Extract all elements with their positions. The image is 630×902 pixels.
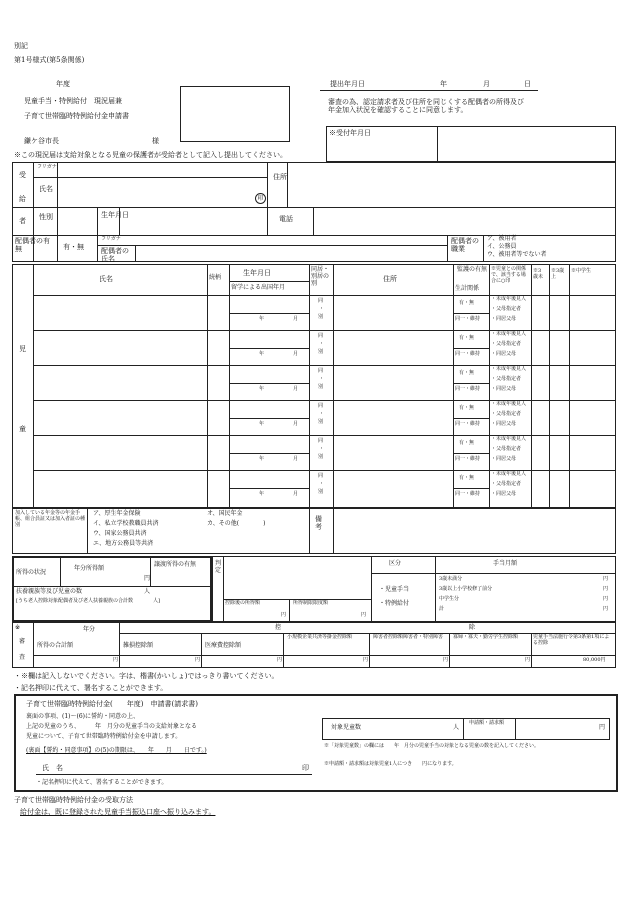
audit-col-disability: 障害者控除額障害者・特別障害 xyxy=(373,634,444,640)
mayor-honorific: 様 xyxy=(152,137,159,145)
col-name: 氏名 xyxy=(99,275,113,283)
child-option-designated[interactable]: ・父母指定者 xyxy=(491,376,522,382)
birthdate-label: 生年月日 xyxy=(101,211,129,219)
submit-day[interactable]: 日 xyxy=(524,80,531,88)
child-abroad-year[interactable]: 年 xyxy=(259,456,265,462)
note-1: ・※欄は記入しないでください。字は、楷書(かいしょ)ではっきり書いてください。 xyxy=(14,672,279,680)
yearly-income-yen: 円 xyxy=(144,575,151,582)
audit-zatsuson-yen: 円 xyxy=(195,657,201,663)
child-dobetsu-2: ・ xyxy=(319,306,325,312)
applicant-side-kyu: 給 xyxy=(19,195,26,203)
total-yen: 円 xyxy=(603,606,609,612)
received-date-box xyxy=(326,126,616,162)
child-dobetsu-1: 同 xyxy=(318,368,324,374)
col-abroad: 留学による出国年月 xyxy=(231,284,286,291)
child-option-guardian[interactable]: ・未成年後見人 xyxy=(491,296,527,302)
special-benefit-type[interactable]: ・特例給付 xyxy=(379,600,410,607)
child-abroad-year[interactable]: 年 xyxy=(259,386,265,392)
kosodate-sign-note: ・記名押印に代えて、署名することができます。 xyxy=(36,779,168,786)
receipt-method-text: 給付金は、既に登録された児童手当振込口座へ振り込みます。 xyxy=(20,808,216,816)
col-dokyo: 同居・別居の別 xyxy=(311,266,330,287)
spouse-furigana-label: フリガナ xyxy=(101,236,121,242)
category-label: 区分 xyxy=(389,560,402,567)
col-address: 住所 xyxy=(383,275,397,283)
spouse-job-option-2[interactable]: イ、公務員 xyxy=(487,243,517,250)
child-dobetsu-2: ・ xyxy=(319,376,325,382)
child-option-designated[interactable]: ・父母指定者 xyxy=(491,341,522,347)
form-title-2: 子育て世帯臨時特例給付金申請書 xyxy=(24,112,129,120)
child-kango-choice[interactable]: 有・無 xyxy=(459,405,475,411)
elderly-count-label: [うち老人控除対象配偶者及び老人扶養親族の合計数 人] xyxy=(16,598,160,604)
after-deduction-label: 控除後の所得額 xyxy=(225,600,261,606)
child-option-guardian[interactable]: ・未成年後見人 xyxy=(491,331,527,337)
income-status-label: 所得の状況 xyxy=(16,569,47,576)
form-title-1: 児童手当・特例給付 現況届兼 xyxy=(24,97,122,105)
audit-deduction-head-2: 除 xyxy=(469,624,476,631)
audit-enforcement-value: 80,000円 xyxy=(583,657,606,663)
child-kango-choice[interactable]: 有・無 xyxy=(459,475,475,481)
receipt-method-heading: 子育て世帯臨時特例給付金の受取方法 xyxy=(14,796,133,804)
child-dobetsu-3: 別 xyxy=(318,349,324,355)
child-dobetsu-1: 同 xyxy=(318,438,324,444)
audit-shin: 審 xyxy=(19,638,26,645)
junior-high-yen: 円 xyxy=(603,596,609,602)
submission-note: ※この現況届は支給対象となる児童の保護者が受給者として記入し提出してください。 xyxy=(14,151,287,159)
over3-row: 3歳以上小学校修了前分 xyxy=(439,586,493,592)
kosodate-title: 子育て世帯臨時特例給付金( 年度) 申請書(請求書) xyxy=(26,700,198,708)
allowance-block xyxy=(212,556,616,622)
yearly-income-label: 年分所得額 xyxy=(74,565,105,572)
col-seikei: 生計関係 xyxy=(455,285,480,292)
child-abroad-month[interactable]: 月 xyxy=(293,456,299,462)
kosodate-line-2: 上記の児童のうち、 年 月分の児童手当の支給対象となる xyxy=(26,723,198,730)
monthly-amount-label: 手当月額 xyxy=(493,560,518,567)
col-zokugara: 続柄 xyxy=(209,274,222,281)
col-under3: ※3歳未 xyxy=(533,268,544,280)
transfer-income-label: 譲渡所得の有無 xyxy=(154,561,197,568)
sex-label: 性別 xyxy=(39,213,53,221)
audit-col-widow: 寡婦・寡夫・勤労学生控除額 xyxy=(453,634,519,640)
child-dokyo-choice[interactable]: 同一・維持 xyxy=(455,351,481,357)
child-abroad-year[interactable]: 年 xyxy=(259,421,265,427)
request-amount-yen: 円 xyxy=(599,724,606,731)
applicant-block xyxy=(12,162,616,262)
child-dobetsu-2: ・ xyxy=(319,481,325,487)
total-row: 計 xyxy=(439,606,445,612)
child-option-designated[interactable]: ・父母指定者 xyxy=(491,411,522,417)
child-abroad-month[interactable]: 月 xyxy=(293,351,299,357)
audit-total-yen: 円 xyxy=(113,657,119,663)
child-allowance-type[interactable]: ・児童手当 xyxy=(379,586,410,593)
audit-disability-yen: 円 xyxy=(443,657,449,663)
phone-label: 電話 xyxy=(279,215,293,223)
child-abroad-year[interactable]: 年 xyxy=(259,351,265,357)
child-option-cohabit[interactable]: ・同居父母 xyxy=(491,351,517,357)
pension-option-i[interactable]: イ、私立学校教職員共済 xyxy=(93,520,159,527)
col-relation-check: ※児童との関係で、該当する場合に○印 xyxy=(491,266,527,284)
kosodate-deadline: (裏面【誓約・同意事項】の(5)の期限は、 年 月 日です。) xyxy=(26,747,207,754)
submit-date-label: 提出年月日 xyxy=(330,80,365,88)
child-option-cohabit[interactable]: ・同居父母 xyxy=(491,316,517,322)
audit-col-enforcement: 児童手当法施行令第3条第1項による控除 xyxy=(533,634,610,646)
kosodate-note-2: ※申請額・請求額は対象児童1人につき 円になります。 xyxy=(324,761,457,767)
child-option-guardian[interactable]: ・未成年後見人 xyxy=(491,401,527,407)
child-option-cohabit[interactable]: ・同居父母 xyxy=(491,421,517,427)
spouse-name-label: 配偶者の氏名 xyxy=(101,247,129,264)
audit-mark: ※ xyxy=(15,624,21,631)
child-option-guardian[interactable]: ・未成年後見人 xyxy=(491,471,527,477)
pension-label: 加入している年金等の年金手帳、組合員証又は加入者証の種別 xyxy=(15,510,86,528)
pension-block xyxy=(12,508,616,554)
child-abroad-month[interactable]: 月 xyxy=(293,491,299,497)
judgement-label: 判定 xyxy=(215,560,222,574)
child-option-designated[interactable]: ・父母指定者 xyxy=(491,481,522,487)
spouse-job-option-3[interactable]: ウ、被用者等でない者 xyxy=(487,251,547,258)
col-junior-high: ※中学生 xyxy=(571,268,592,274)
child-option-cohabit[interactable]: ・同居父母 xyxy=(491,456,517,462)
spouse-job-option-1[interactable]: ア、被用者 xyxy=(487,235,517,242)
spouse-exists-choice[interactable]: 有・無 xyxy=(63,243,84,251)
audit-block xyxy=(12,622,616,668)
pension-option-e[interactable]: エ、地方公務員等共済 xyxy=(93,540,154,547)
children-side-do: 童 xyxy=(19,425,26,433)
child-dokyo-choice[interactable]: 同一・維持 xyxy=(455,386,481,392)
consent-text: 審査の為、認定請求者及び住所を同じくする配偶者の所得及び年金加入状況を確認することに同意します。 xyxy=(328,98,524,115)
child-option-designated[interactable]: ・父母指定者 xyxy=(491,306,522,312)
office-stamp-box xyxy=(180,86,290,142)
income-block xyxy=(12,556,212,622)
audit-col-total: 所得の合計額 xyxy=(37,642,74,649)
child-dokyo-choice[interactable]: 同一・維持 xyxy=(455,491,481,497)
mayor-label: 鎌ケ谷市長 xyxy=(24,137,59,145)
audit-small-biz-yen: 円 xyxy=(363,657,369,663)
child-dobetsu-3: 別 xyxy=(318,419,324,425)
target-amount-box xyxy=(322,718,610,740)
applicant-side-ju: 受 xyxy=(19,171,26,179)
spouse-exists-label: 配偶者の有無 xyxy=(15,237,50,254)
child-dobetsu-2: ・ xyxy=(319,341,325,347)
children-table xyxy=(12,264,616,508)
kosodate-name-label: 氏 名 xyxy=(42,764,63,772)
kosodate-line-1: 裏面の事項、(1)〜(6)に誓約・同意の上、 xyxy=(26,713,139,720)
col-kango: 監護の有無 xyxy=(457,266,488,273)
child-kango-choice[interactable]: 有・無 xyxy=(459,440,475,446)
pension-option-ka[interactable]: カ、その他( ) xyxy=(207,520,266,527)
income-limit-yen: 円 xyxy=(361,612,367,618)
received-date-label: ※受付年月日 xyxy=(329,129,371,137)
name-label: 氏名 xyxy=(39,185,53,193)
under3-yen: 円 xyxy=(603,576,609,582)
seal-mark: 印 xyxy=(255,193,266,204)
child-dobetsu-1: 同 xyxy=(318,333,324,339)
audit-col-zatsuson: 雑損控除額 xyxy=(123,642,154,649)
child-option-guardian[interactable]: ・未成年後見人 xyxy=(491,436,527,442)
kosodate-note-1: ※「対象児童数」の欄には 年 月分の児童手当の対象となる児童の数を記入してください。 xyxy=(324,743,540,749)
submit-year[interactable]: 年 xyxy=(440,80,447,88)
form-number: 第1号様式(第5条関係) xyxy=(14,56,85,64)
child-dobetsu-2: ・ xyxy=(319,446,325,452)
child-kango-choice[interactable]: 有・無 xyxy=(459,335,475,341)
child-dokyo-choice[interactable]: 同一・維持 xyxy=(455,421,481,427)
child-dobetsu-3: 別 xyxy=(318,314,324,320)
child-abroad-month[interactable]: 月 xyxy=(293,316,299,322)
child-dobetsu-1: 同 xyxy=(318,298,324,304)
child-dobetsu-1: 同 xyxy=(318,473,324,479)
children-side-ji: 児 xyxy=(19,345,26,353)
child-kango-choice[interactable]: 有・無 xyxy=(459,300,475,306)
target-children-label: 対象児童数 xyxy=(331,724,362,731)
child-abroad-month[interactable]: 月 xyxy=(293,421,299,427)
betsuki-label: 別記 xyxy=(14,42,28,50)
fiscal-year-label: 年度 xyxy=(56,80,70,88)
child-abroad-year[interactable]: 年 xyxy=(259,316,265,322)
child-dobetsu-3: 別 xyxy=(318,454,324,460)
child-dobetsu-2: ・ xyxy=(319,411,325,417)
child-dobetsu-3: 別 xyxy=(318,489,324,495)
kosodate-seal: 印 xyxy=(302,764,309,772)
audit-col-medical: 医療費控除額 xyxy=(205,642,242,649)
note-2: ・記名押印に代えて、署名することができます。 xyxy=(14,684,168,692)
child-abroad-month[interactable]: 月 xyxy=(293,386,299,392)
audit-widow-yen: 円 xyxy=(525,657,531,663)
child-dokyo-choice[interactable]: 同一・維持 xyxy=(455,316,481,322)
col-over3: ※3歳上 xyxy=(551,268,565,280)
kosodate-application-block xyxy=(14,694,618,792)
request-amount-label: 申請額・請求額 xyxy=(469,720,505,726)
after-deduction-yen: 円 xyxy=(281,612,287,618)
kosodate-line-3: 児童について、子育て世帯臨時特例給付金を申請します。 xyxy=(26,733,182,740)
pension-option-u[interactable]: ウ、国家公務員共済 xyxy=(93,530,147,537)
over3-yen: 円 xyxy=(603,586,609,592)
audit-year: 年分 xyxy=(83,626,96,633)
junior-high-row: 中学生分 xyxy=(439,596,460,602)
dependents-label: 扶養親族等及び児童の数 xyxy=(16,588,83,595)
under3-row: 3歳未満分 xyxy=(439,576,463,582)
child-dobetsu-3: 別 xyxy=(318,384,324,390)
furigana-label: フリガナ xyxy=(37,164,57,170)
child-dokyo-choice[interactable]: 同一・維持 xyxy=(455,456,481,462)
child-dobetsu-1: 同 xyxy=(318,403,324,409)
audit-sa: 査 xyxy=(19,654,26,661)
child-option-cohabit[interactable]: ・同居父母 xyxy=(491,386,517,392)
address-label: 住所 xyxy=(273,173,287,181)
applicant-side-sha: 者 xyxy=(19,217,26,225)
income-limit-label: 所得制限限度額 xyxy=(293,600,329,606)
child-kango-choice[interactable]: 有・無 xyxy=(459,370,475,376)
spouse-job-label: 配偶者の職業 xyxy=(451,237,479,254)
child-option-cohabit[interactable]: ・同居父母 xyxy=(491,491,517,497)
audit-medical-yen: 円 xyxy=(277,657,283,663)
col-birth: 生年月日 xyxy=(243,269,271,277)
child-abroad-year[interactable]: 年 xyxy=(259,491,265,497)
audit-col-small-biz: 小規模企業共済等掛金控除額 xyxy=(287,634,353,640)
pension-option-a[interactable]: ア、厚生年金保険 xyxy=(93,510,141,517)
child-option-guardian[interactable]: ・未成年後見人 xyxy=(491,366,527,372)
child-option-designated[interactable]: ・父母指定者 xyxy=(491,446,522,452)
remarks-label: 備考 xyxy=(315,515,322,532)
target-children-unit: 人 xyxy=(453,724,460,731)
dependents-unit: 人 xyxy=(144,588,151,595)
submit-month[interactable]: 月 xyxy=(483,80,490,88)
audit-deduction-head-1: 控 xyxy=(275,624,282,631)
pension-option-o[interactable]: オ、国民年金 xyxy=(207,510,243,517)
